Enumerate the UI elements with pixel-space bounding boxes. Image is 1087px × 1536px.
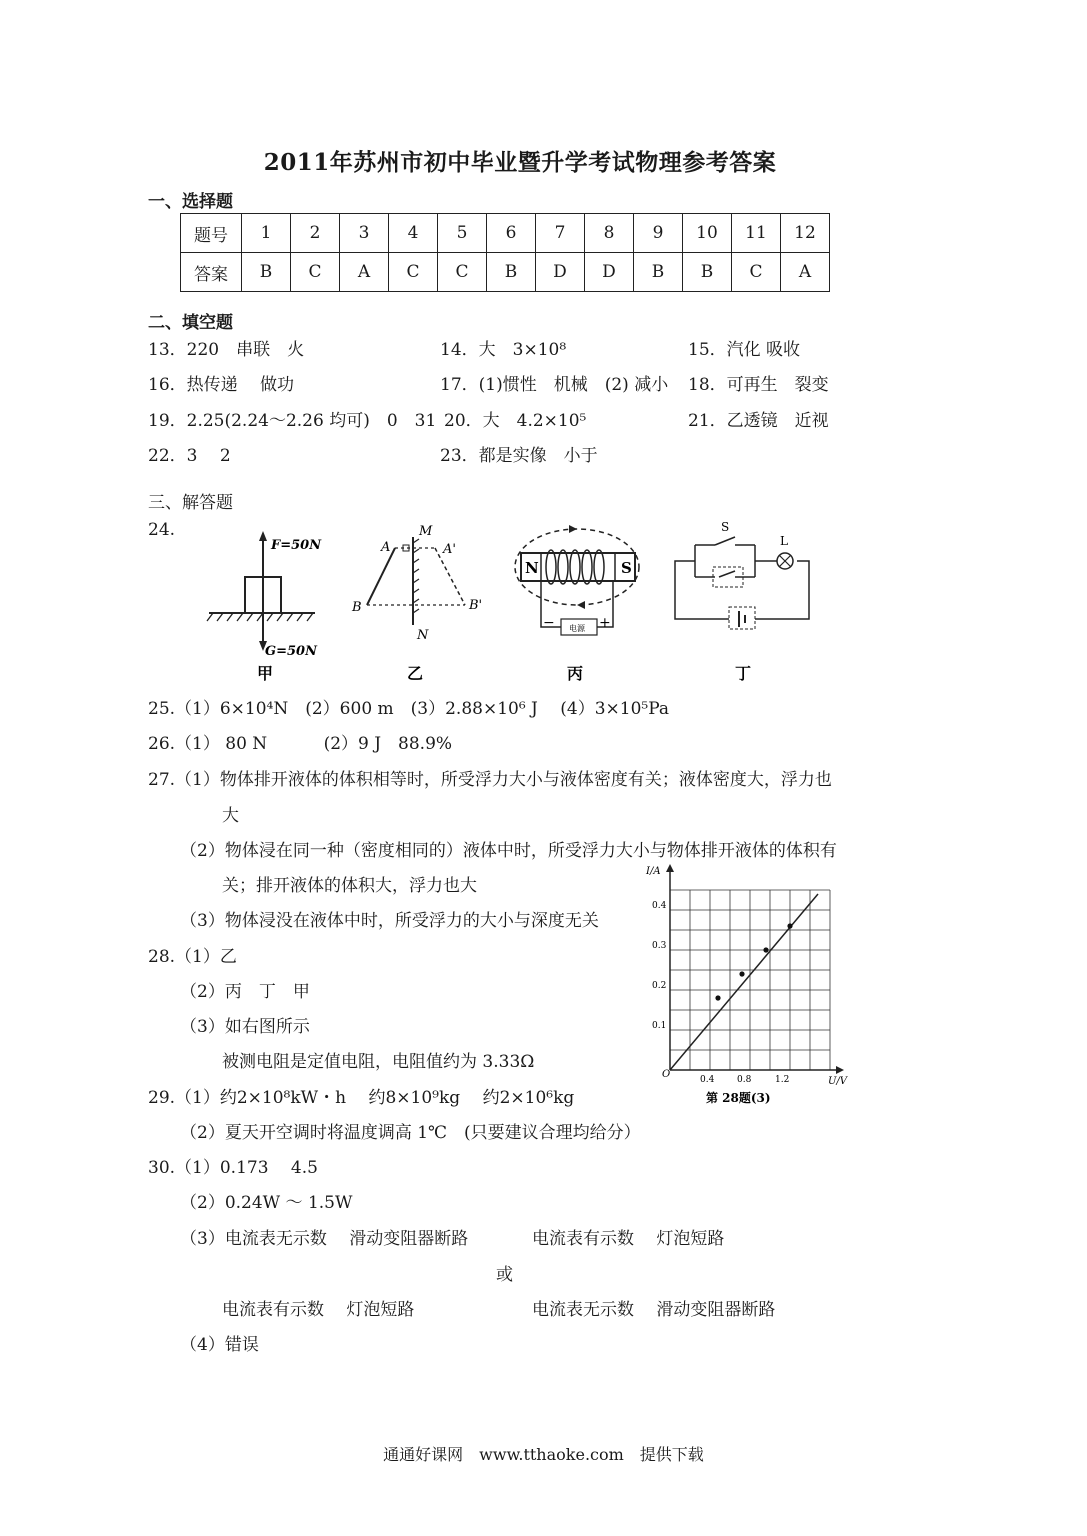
figure-jia: [207, 531, 322, 683]
graph-caption: 第 28题(3): [706, 1091, 771, 1105]
answer-q28-4: 被测电阻是定值电阻，电阻值约为 3.33Ω: [222, 1052, 535, 1072]
lamp-l-label: L: [780, 534, 788, 548]
answer-cell: B: [487, 253, 536, 292]
plus-terminal: +: [599, 615, 611, 631]
answer-q25: 25.（1）6×10⁴N (2）600 m (3）2.88×10⁶ J (4）3×10⁵Pa: [148, 699, 670, 719]
answer-q13: 13．220 串联 火: [148, 340, 305, 360]
question-number-cell: 1: [242, 214, 291, 253]
answer-cell: C: [438, 253, 487, 292]
question-number-cell: 10: [683, 214, 732, 253]
answer-q29-1: 29.（1）约2×10⁸kW・h 约8×10⁹kg 约2×10⁶kg: [148, 1088, 575, 1108]
question-number-cell: 3: [340, 214, 389, 253]
row-label: 题号: [181, 214, 242, 253]
question-number-cell: 5: [438, 214, 487, 253]
answer-cell: D: [536, 253, 585, 292]
answer-q19: 19．2.25(2.24～2.26 均可) 0 31: [148, 411, 437, 431]
point-a-label: A: [381, 540, 391, 555]
answer-q27-2b: 关；排开液体的体积大，浮力也大: [222, 876, 477, 896]
answer-q30-3c: 电流表有示数 灯泡短路: [222, 1300, 415, 1320]
q24-diagrams: [195, 515, 835, 690]
question-number-cell: 8: [585, 214, 634, 253]
answer-cell: A: [781, 253, 830, 292]
question-number-cell: 4: [389, 214, 438, 253]
section-heading-choice: 一、选择题: [148, 192, 233, 212]
section-heading-solve: 三、解答题: [148, 493, 233, 513]
pole-n-label: N: [525, 559, 539, 577]
y-tick-label: 0.2: [652, 981, 667, 991]
table-row: [181, 214, 830, 253]
power-source-label: 电源: [569, 624, 585, 633]
answer-q28-3: （3）如右图所示: [180, 1017, 310, 1037]
point-b-prime-label: B': [469, 598, 483, 613]
y-tick-label: 0.4: [652, 901, 667, 911]
answer-q27-3: （3）物体浸没在液体中时，所受浮力的大小与深度无关: [180, 911, 599, 931]
point-b-label: B: [352, 600, 362, 615]
table-row: [181, 253, 830, 292]
mirror-n-label: N: [417, 628, 429, 643]
y-tick-label: 0.3: [652, 941, 667, 951]
answer-q30-or: 或: [496, 1265, 513, 1285]
figure-label-jia: 甲: [257, 664, 274, 683]
section-heading-fill: 二、填空题: [148, 313, 233, 333]
graph-grid: [670, 890, 830, 1070]
figure-label-bing: 丙: [567, 664, 584, 683]
data-point: [787, 923, 792, 928]
x-tick-label: 0.8: [737, 1075, 752, 1085]
answer-cell: B: [634, 253, 683, 292]
figure-label-ding: 丁: [735, 664, 752, 683]
answer-q30-4: （4）错误: [180, 1335, 259, 1355]
answer-q22: 22．3 2: [148, 446, 231, 466]
question-number-cell: 12: [781, 214, 830, 253]
answer-cell: B: [242, 253, 291, 292]
data-point: [739, 971, 744, 976]
answer-q29-2: （2）夏天开空调时将温度调高 1℃ (只要建议合理均给分）: [180, 1123, 641, 1143]
answer-q17: 17．(1)惯性 机械 (2) 减小: [440, 375, 669, 395]
answer-q21: 21．乙透镜 近视: [688, 411, 829, 431]
answer-cell: B: [683, 253, 732, 292]
point-a-prime-label: A': [443, 542, 456, 557]
answer-cell: C: [732, 253, 781, 292]
answer-cell: C: [291, 253, 340, 292]
y-axis-label: I/A: [646, 866, 661, 877]
iu-graph: [640, 862, 860, 1112]
answer-cell: D: [585, 253, 634, 292]
answer-q30-2: （2）0.24W ～ 1.5W: [180, 1193, 353, 1213]
answer-q30-3a: （3）电流表无示数 滑动变阻器断路: [180, 1229, 469, 1249]
answer-cell: A: [340, 253, 389, 292]
x-axis-label: U/V: [828, 1076, 848, 1087]
data-point: [763, 947, 768, 952]
answer-cell: C: [389, 253, 438, 292]
answer-q27-1a: 27.（1）物体排开液体的体积相等时，所受浮力大小与液体密度有关；液体密度大，浮力也: [148, 770, 832, 790]
figure-ding: [675, 520, 809, 683]
y-tick-label: 0.1: [652, 1021, 667, 1031]
figure-bing: [515, 525, 639, 683]
origin-label: O: [662, 1069, 671, 1080]
question-number-cell: 2: [291, 214, 340, 253]
footer-source: 通通好课网 www.tthaoke.com 提供下载: [383, 1445, 704, 1464]
answer-q20: 20．大 4.2×10⁵: [444, 411, 587, 431]
figure-label-yi: 乙: [407, 664, 424, 683]
answer-q28-1: 28.（1）乙: [148, 947, 237, 967]
question-number-cell: 7: [536, 214, 585, 253]
mirror-m-label: M: [419, 524, 433, 539]
answer-q27-2a: （2）物体浸在同一种（密度相同的）液体中时，所受浮力大小与物体排开液体的体积有: [180, 841, 837, 861]
answer-q18: 18．可再生 裂变: [688, 375, 829, 395]
question-number-cell: 6: [487, 214, 536, 253]
fit-line: [670, 894, 818, 1070]
row-label: 答案: [181, 253, 242, 292]
answer-q30-1: 30.（1）0.173 4.5: [148, 1158, 318, 1178]
figure-yi: [351, 524, 482, 683]
page-title: 2011年苏州市初中毕业暨升学考试物理参考答案: [263, 149, 777, 176]
force-f-label: F=50N: [271, 538, 322, 553]
answer-q30-3b: 电流表有示数 灯泡短路: [532, 1229, 725, 1249]
answer-q23: 23．都是实像 小于: [440, 446, 598, 466]
answer-q16: 16．热传递 做功: [148, 375, 295, 395]
x-tick-label: 0.4: [700, 1075, 715, 1085]
answer-q27-1b: 大: [222, 806, 239, 826]
question-number-cell: 9: [634, 214, 683, 253]
question-number-24: 24.: [148, 520, 176, 540]
question-number-cell: 11: [732, 214, 781, 253]
answer-q30-3d: 电流表无示数 滑动变阻器断路: [532, 1300, 776, 1320]
data-point: [715, 995, 720, 1000]
answer-q14: 14．大 3×10⁸: [440, 340, 567, 360]
choice-answer-table: [180, 213, 830, 292]
pole-s-label: S: [621, 559, 632, 577]
minus-terminal: −: [543, 615, 555, 631]
switch-s-label: S: [721, 520, 730, 534]
force-g-label: G=50N: [265, 644, 317, 659]
answer-q28-2: （2）丙 丁 甲: [180, 982, 310, 1002]
answer-q15: 15．汽化 吸收: [688, 340, 801, 360]
answer-q26: 26.（1） 80 N (2）9 J 88.9%: [148, 734, 453, 754]
x-tick-label: 1.2: [775, 1075, 790, 1085]
